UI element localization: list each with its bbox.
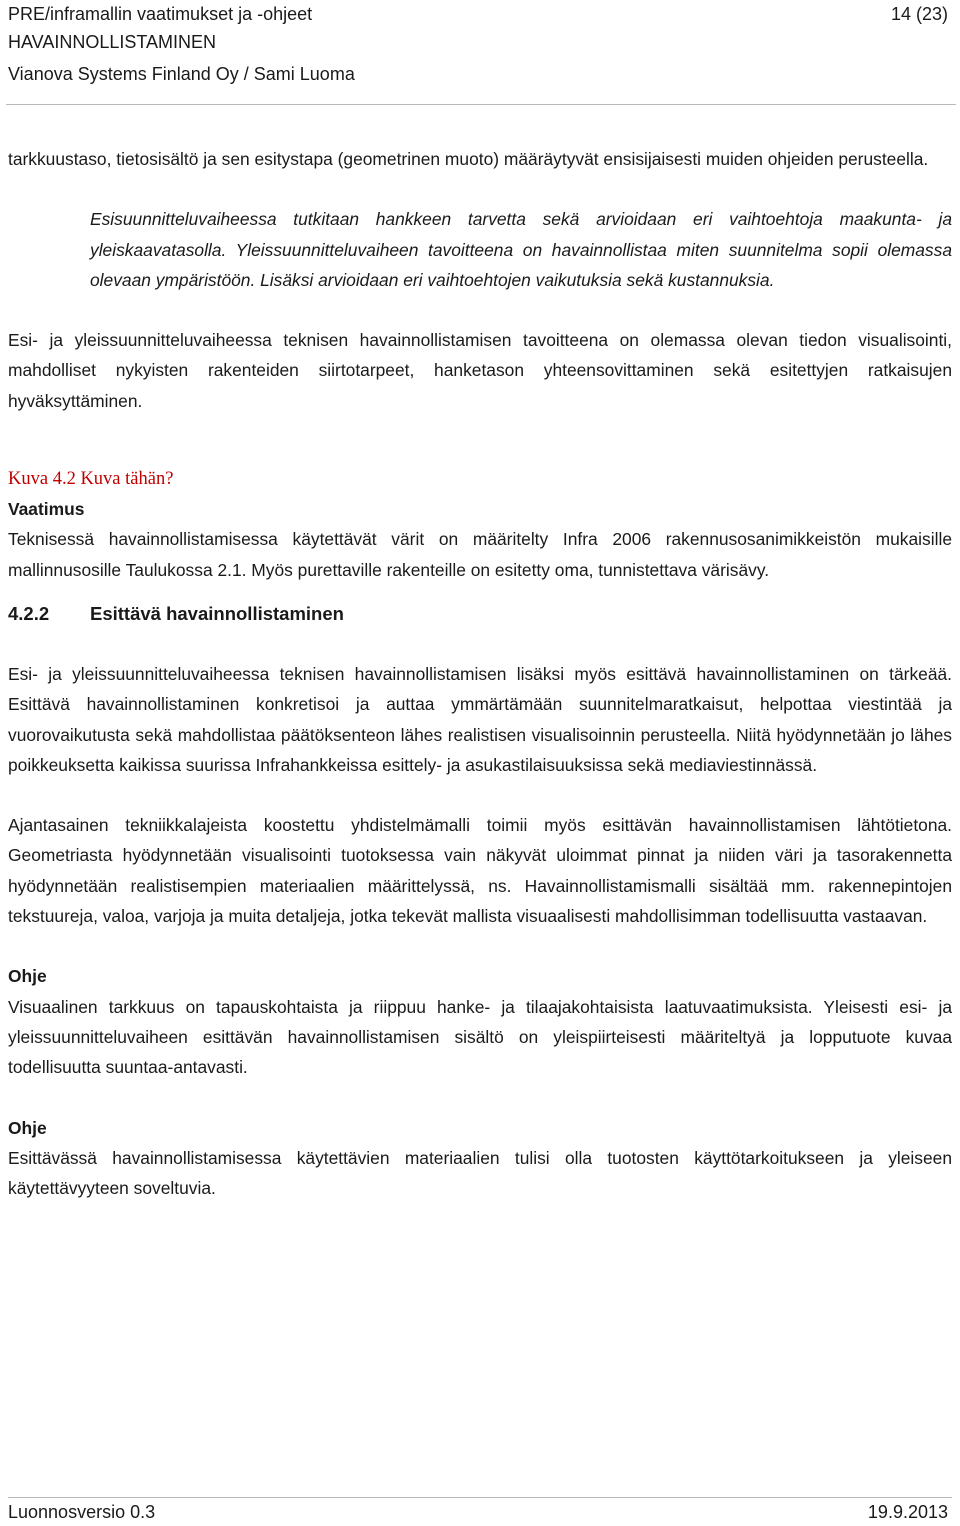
footer-date: 19.9.2013 [867,1502,948,1522]
figure-placeholder: Kuva 4.2 Kuva tähän? [8,469,174,490]
guideline-text: Visuaalinen tarkkuus on tapauskohtaista ja riippuu hanke- ja tilaajakohtaisista laatuvaatimuksista. Yleisesti esi- ja yleissuunnitteluvaiheen esittävän havainnollistamisen sisältö on yleispiirteisesti määriteltyä ja lopputuote kuvaa todellisuutta suuntaa-antavasti. [8,996,952,1078]
section-heading [8,599,952,629]
paragraph: tarkkuustaso, tietosisältö ja sen esitystapa (geometrinen muoto) määräytyvät ensisijaisesti muiden ohjeiden perusteella. [8,149,929,169]
page-number: 14 (23) [890,4,948,24]
italic-paragraph: Esisuunnitteluvaiheessa tutkitaan hankkeen tarvetta sekä arvioidaan eri vaihtoehtoja maakunta- ja yleiskaavatasolla. Yleissuunnitteluvaiheen tavoitteena on havainnollistaa miten suunnitelma sopii olemassa olevaan ympäristöön. Lisäksi arvioidaan eri vaihtoehtojen vaikutuksia sekä kustannuksia. [90,209,952,290]
version-label: Luonnosversio 0.3 [8,1502,156,1522]
page-header [8,0,952,88]
document-author: Vianova Systems Finland Oy / Sami Luoma [8,64,355,84]
document-subtitle: HAVAINNOLLISTAMINEN [8,32,217,52]
guideline-label: Ohje [8,1117,47,1138]
page-body [8,144,952,1203]
requirement-text: Teknisessä havainnollistamisessa käytettävät värit on määritelty Infra 2006 rakennusosanimikkeistön mukaisille mallinnusosille Taulukossa 2.1. Myös purettaville rakenteille on esitetty oma, tunnistettava värisävy. [8,529,952,580]
document-title: PRE/inframallin vaatimukset ja -ohjeet [8,4,313,24]
guideline-text: Esittävässä havainnollistamisessa käytettävien materiaalien tulisi olla tuotosten käyttötarkoitukseen ja yleiseen käytettävyyteen soveltuvia. [8,1147,952,1199]
paragraph: Esi- ja yleissuunnitteluvaiheessa teknisen havainnollistamisen lisäksi myös esittävä havainnollistaminen on tärkeää. Esittävä havainnollistaminen konkretisoi ja auttaa ymmärtämään suunnitelmaratkaisut, helpottaa viestintää ja vuorovaikutusta sekä mahdollistaa päätöksenteon lähes realistisen visualisoinnin perusteella. Niitä hyödynnetään jo lähes poikkeuksetta kaikissa suurissa Infrahankkeissa esittely- ja asukastilaisuuksissa sekä mediaviestinnässä. [8,663,952,775]
paragraph: Esi- ja yleissuunnitteluvaiheessa teknisen havainnollistamisen tavoitteena on olemassa olevan tiedon visualisointi, mahdolliset nykyisten rakenteiden siirtotarpeet, hanketason yhteensovittaminen sekä esitettyjen ratkaisujen hyväksyttäminen. [8,330,952,411]
requirement-label: Vaatimus [8,499,85,520]
paragraph: Ajantasainen tekniikkalajeista koostettu yhdistelmämalli toimii myös esittävän havainnollistamisen lähtötietona. Geometriasta hyödynnetään visualisointi tuotoksessa vain näkyvät uloimmat pinnat ja niiden väri ja tasorakennetta hyödynnetään realistisempien materiaalien määrittelyssä, ns. Havainnollistamismalli sisältää mm. rakennepintojen tekstuureja, valoa, varjoja ja muita detaljeja, jotka tekevät mallista visuaalisesti mahdollisimman todellisuutta vastaavan. [8,815,952,927]
header-divider [6,104,956,105]
section-number: 4.2.2 [8,602,50,624]
guideline-label: Ohje [8,966,47,987]
section-title: Esittävä havainnollistaminen [90,602,344,624]
